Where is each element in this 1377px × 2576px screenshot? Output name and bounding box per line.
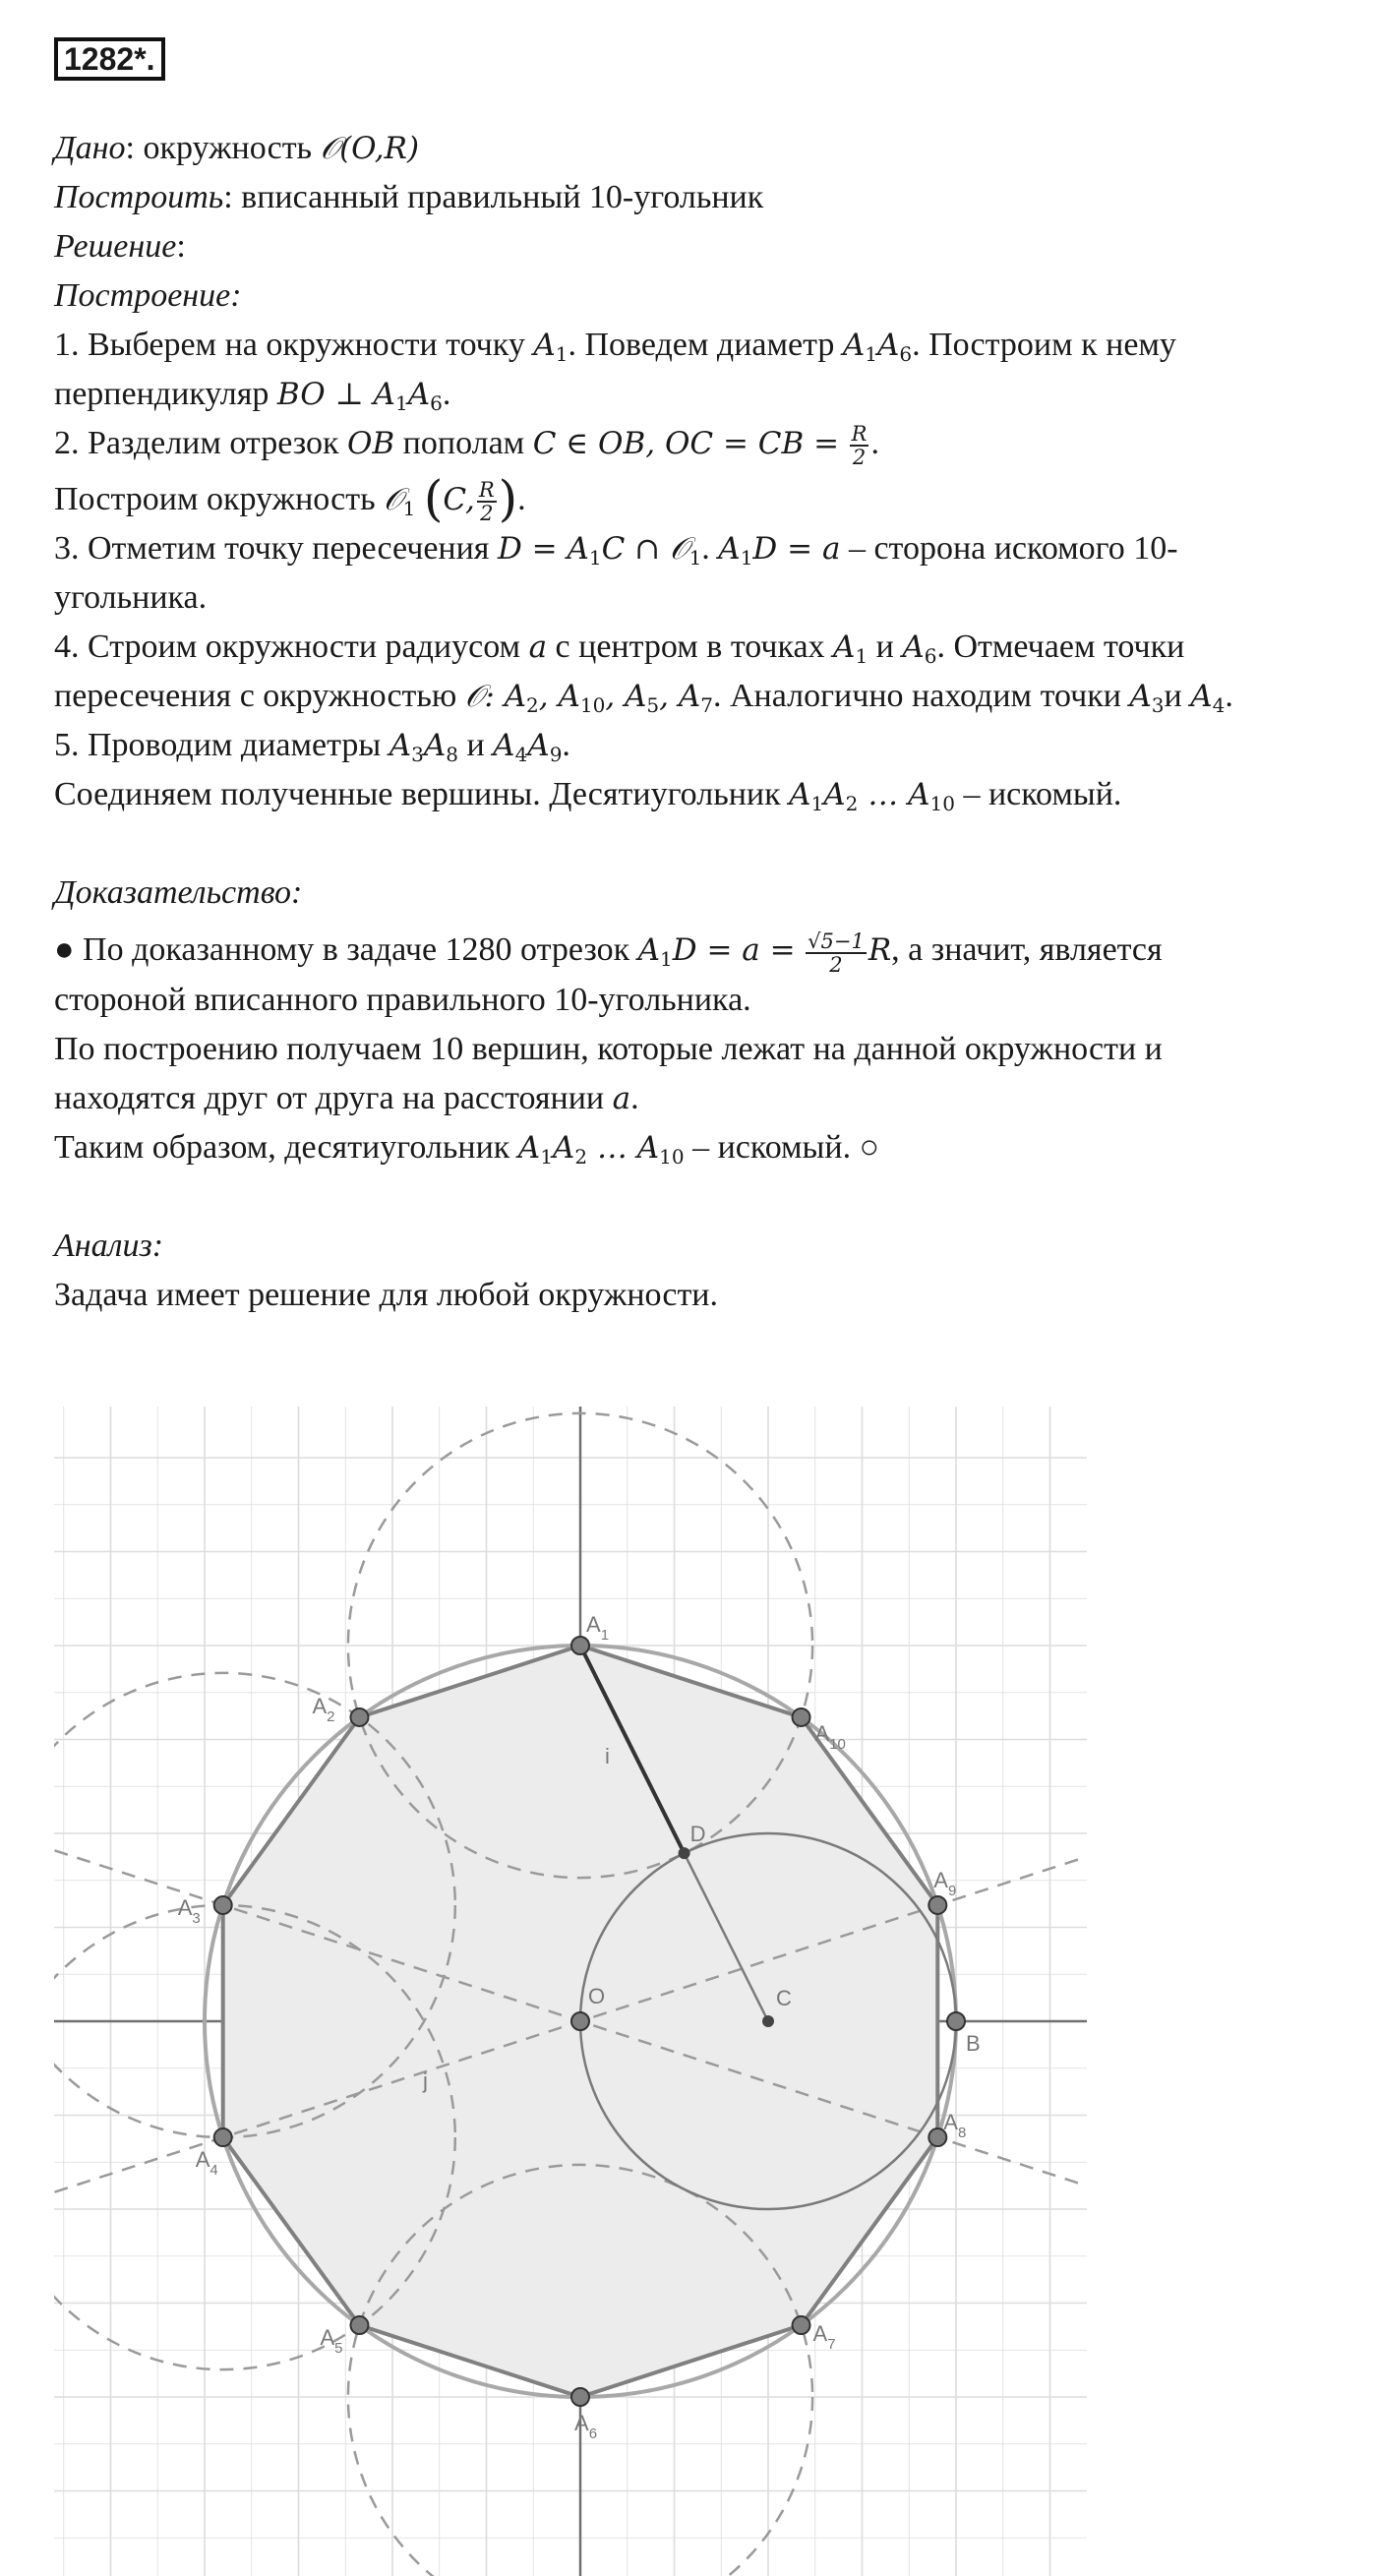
step-2-text-a: 2. Разделим отрезок — [54, 425, 347, 461]
step-5-text-a: 5. Проводим диаметры — [54, 727, 389, 764]
label-j: j — [423, 2068, 428, 2093]
step-1-text-c: . Построим к нему — [912, 327, 1176, 363]
fraction-golden: $\frac{√5-1}{2}$ — [808, 929, 865, 977]
vertex-point-a2 — [350, 1708, 368, 1726]
given-text: : окружность — [125, 130, 321, 166]
step-2-text-c: Построим окружность — [54, 481, 385, 518]
vertex-label-a9: $A_9$ — [933, 1867, 957, 1899]
construct-label: Построить — [54, 179, 224, 215]
vertex-point-a4 — [214, 2128, 232, 2146]
solution-heading: Решение: — [54, 228, 186, 265]
step-3-text-a: 3. Отметим точку пересечения — [54, 530, 498, 568]
document — [54, 35, 1333, 1320]
vertex-point-a1 — [571, 1637, 589, 1654]
vertex-label-a4: $A_4$ — [195, 2147, 218, 2180]
step-3-line-1: 3. Отметим точку пересечения $D = A_1C$ ∩ 𝒪$_1$. $A_1D = a$ – сторона искомого 10- — [54, 530, 1178, 570]
analysis-heading: Анализ: — [54, 1227, 164, 1264]
proof-line-3: По построению получаем 10 вершин, которые лежат на данной окружности и — [54, 1030, 1163, 1067]
vertex-label-a6: $A_6$ — [574, 2411, 598, 2442]
step-4-text-e: пересечения с окружностью — [54, 678, 465, 715]
given-label: Дано — [54, 130, 126, 166]
step-2-line-1: 2. Разделим отрезок OB пополам C ∈ OB, OC = CB = $\frac{R}{2}$ . — [54, 422, 879, 470]
step-4-text-a: 4. Строим окружности радиусом — [54, 629, 529, 666]
vertex-label-a10: $A_{10}$ — [814, 1720, 846, 1753]
step-2-line-2: Построим окружность 𝒪$_1$ (C, $\frac{R}{2}$ ). — [54, 470, 526, 528]
step-5-line: 5. Проводим диаметры $A_3A_8$ и $A_4A_9$. — [54, 727, 570, 767]
analysis-text: Задача имеет решение для любой окружности. — [54, 1276, 719, 1313]
proof-line-4: находятся друг от друга на расстоянии a. — [54, 1079, 639, 1116]
step-6-text-b: – искомый. — [954, 776, 1122, 813]
construction-figure — [54, 1407, 1087, 2576]
step-4-text-c: и — [868, 629, 903, 666]
label-d: D — [689, 1822, 706, 1847]
vertex-label-a3: $A_3$ — [177, 1894, 201, 1927]
proof-text-3a: Таким образом, десятиугольник — [54, 1128, 518, 1166]
step-1-line-2: перпендикуляр BO ⊥ $A_1A_6$. — [54, 376, 451, 415]
figure-shapes — [54, 1407, 1087, 2576]
step-4-text-d: . Отмечаем точки — [936, 629, 1185, 666]
step-4-line-2: пересечения с окружностью 𝒪: $A_2$, $A_{10}$, $A_5$, $A_7$. Аналогично находим точки $A_3и$ $A_4$. — [54, 678, 1233, 718]
vertex-label-a1: $A_1$ — [586, 1612, 610, 1644]
step-4-text-b: с центром в точках — [547, 629, 834, 666]
point-c — [762, 2015, 774, 2027]
step-6-text-a: Соединяем полученные вершины. Десятиугольник — [54, 776, 790, 813]
construct-line — [54, 173, 1333, 222]
proof-heading: Доказательство: — [54, 874, 303, 912]
label-c: C — [776, 1986, 792, 2010]
proof-text-2b: находятся друг от друга на расстоянии — [54, 1079, 613, 1116]
label-o: O — [588, 1984, 606, 2008]
proof-line-5: Таким образом, десятиугольник $A_1A_2$ … $A_{10}$ – искомый. ○ — [54, 1128, 880, 1168]
step-5-text-b: и — [457, 727, 494, 764]
proof-line-1: ● По доказанному в задаче 1280 отрезок $A_1D = a$ = $\frac{√5-1}{2}$ R, а значит, является — [54, 929, 1163, 977]
given-math: 𝒪(O,R) — [320, 131, 420, 166]
vertex-label-a7: $A_7$ — [812, 2321, 836, 2354]
solution-label: Решение — [54, 228, 177, 265]
step-4-text-f: . Аналогично находим точки — [713, 678, 1130, 715]
vertex-point-a6 — [571, 2388, 589, 2406]
vertex-point-a3 — [214, 1896, 232, 1914]
point-o — [571, 2012, 589, 2030]
step-1-line-1: 1. Выберем на окружности точку $A_1$. Поведем диаметр $A_1A_6$. Построим к нему — [54, 327, 1176, 366]
step-6-line: Соединяем полученные вершины. Десятиугольник $A_1A_2$ … $A_{10}$ – искомый. — [54, 776, 1122, 816]
vertex-point-a7 — [793, 2316, 810, 2334]
proof-line-2: стороной вписанного правильного 10-угольника. — [54, 981, 751, 1018]
step-1-text-b: . Поведем диаметр — [568, 327, 843, 363]
label-b: B — [966, 2031, 981, 2056]
construct-text: : вписанный правильный 10-угольник — [223, 179, 764, 215]
proof-text-1b: , а значит, является — [891, 931, 1163, 969]
vertex-point-a9 — [928, 1896, 946, 1914]
vertex-label-a5: $A_5$ — [320, 2325, 343, 2358]
vertex-point-a5 — [350, 2316, 368, 2334]
label-i: i — [605, 1744, 610, 1768]
proof-text-1a: ● По доказанному в задаче 1280 отрезок — [54, 931, 638, 969]
vertex-point-a10 — [793, 1708, 810, 1726]
vertex-label-a2: $A_2$ — [312, 1693, 335, 1725]
fraction-r-over-2: $\frac{R}{2}$ — [851, 422, 868, 470]
vertex-label-a8: $A_8$ — [943, 2110, 967, 2142]
construction-heading: Построение: — [54, 277, 242, 314]
problem-number: 1282*. — [54, 37, 165, 81]
step-3-text-b: – сторона искомого 10- — [840, 530, 1178, 568]
step-4-line-1: 4. Строим окружности радиусом a с центром в точках $A_1$ и $A_6$. Отмечаем точки — [54, 629, 1185, 669]
step-4-text-g: и — [1164, 678, 1191, 715]
proof-text-3b: – искомый. ○ — [684, 1128, 880, 1166]
given-line — [54, 124, 1333, 173]
step-2-text-b: пополам — [394, 425, 533, 461]
point-d — [679, 1847, 690, 1859]
step-3-line-2: угольника. — [54, 579, 208, 617]
step-1-text-d: перпендикуляр — [54, 376, 277, 412]
point-b — [947, 2012, 965, 2030]
step-1-text-a: 1. Выберем на окружности точку — [54, 327, 534, 363]
